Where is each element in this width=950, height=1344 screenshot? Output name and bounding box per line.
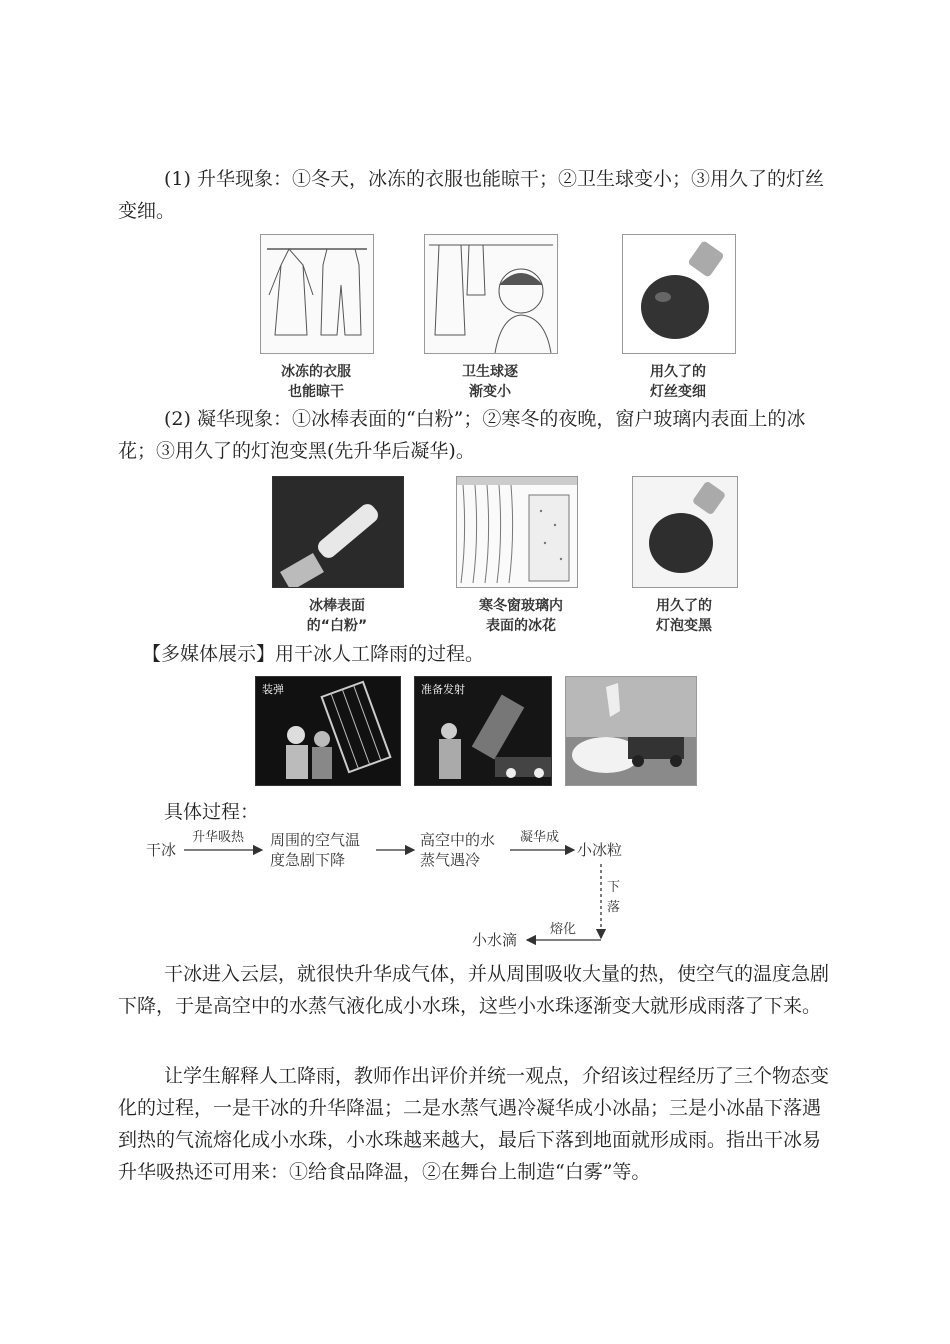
- caption-frozen-clothes: 冰冻的衣服 也能晾干: [281, 364, 351, 400]
- caption-window-frost: 寒冬窗玻璃内 表面的冰花: [479, 598, 563, 634]
- flow-label-deposition: 凝华成: [520, 830, 560, 845]
- ready-to-launch-photo: [414, 676, 552, 786]
- process-heading: 具体过程：: [164, 801, 260, 823]
- flow-label-melting: 熔化: [550, 922, 577, 937]
- frozen-clothes-figure: [260, 234, 374, 354]
- bulb-filament-figure: [622, 234, 736, 354]
- flow-node-air-cooling: 周围的空气温 度急剧下降: [270, 831, 361, 869]
- multimedia-heading: 【多媒体展示】用干冰人工降雨的过程。: [142, 643, 485, 665]
- sublimation-paragraph: (1) 升华现象：①冬天，冰冻的衣服也能晾干；②卫生球变小；③用久了的灯丝变细。: [118, 168, 824, 222]
- photo-label-loading: 装弹: [262, 683, 284, 696]
- caption-mothball: 卫生球逐 渐变小: [462, 364, 518, 400]
- flow-node-ice-grain: 小冰粒: [577, 841, 623, 859]
- launch-photo: [565, 676, 697, 786]
- caption-darkened-bulb: 用久了的 灯泡变黑: [656, 598, 712, 634]
- loading-shell-photo: [255, 676, 401, 786]
- flow-label-fall: 下 落: [607, 880, 621, 915]
- mothball-figure: [424, 234, 558, 354]
- flow-node-dry-ice: 干冰: [146, 841, 177, 859]
- photo-label-ready: 准备发射: [421, 683, 465, 696]
- deposition-paragraph: (2) 凝华现象：①冰棒表面的“白粉”；②寒冬的夜晚，窗户玻璃内表面上的冰花；③用久了的灯泡变黑(先升华后凝华)。: [118, 408, 806, 462]
- flow-label-sublimation: 升华吸热: [192, 830, 245, 845]
- flow-node-water-drop: 小水滴: [472, 931, 518, 949]
- caption-bulb-filament: 用久了的 灯丝变细: [650, 364, 706, 400]
- popsicle-frost-figure: [272, 476, 404, 588]
- window-frost-figure: [456, 476, 578, 588]
- caption-popsicle: 冰棒表面 的“白粉”: [306, 598, 368, 634]
- darkened-bulb-figure: [632, 476, 738, 588]
- explanation-paragraph: 干冰进入云层，就很快升华成气体，并从周围吸收大量的热，使空气的温度急剧下降，于是高空中的水蒸气液化成小水珠，这些小水珠逐渐变大就形成雨落了下来。: [118, 963, 830, 1017]
- summary-paragraph: 让学生解释人工降雨，教师作出评价并统一观点，介绍该过程经历了三个物态变化的过程，一是干冰的升华降温；二是水蒸气遇冷凝华成小冰晶；三是小冰晶下落遇到热的气流熔化成小水珠，小水珠越来越大，最后下落到地面就形成雨。指出干冰易升华吸热还可用来：①给食品降温，②在舞台上制造“白雾”等。: [118, 1065, 830, 1183]
- flow-node-vapor: 高空中的水 蒸气遇冷: [420, 831, 496, 869]
